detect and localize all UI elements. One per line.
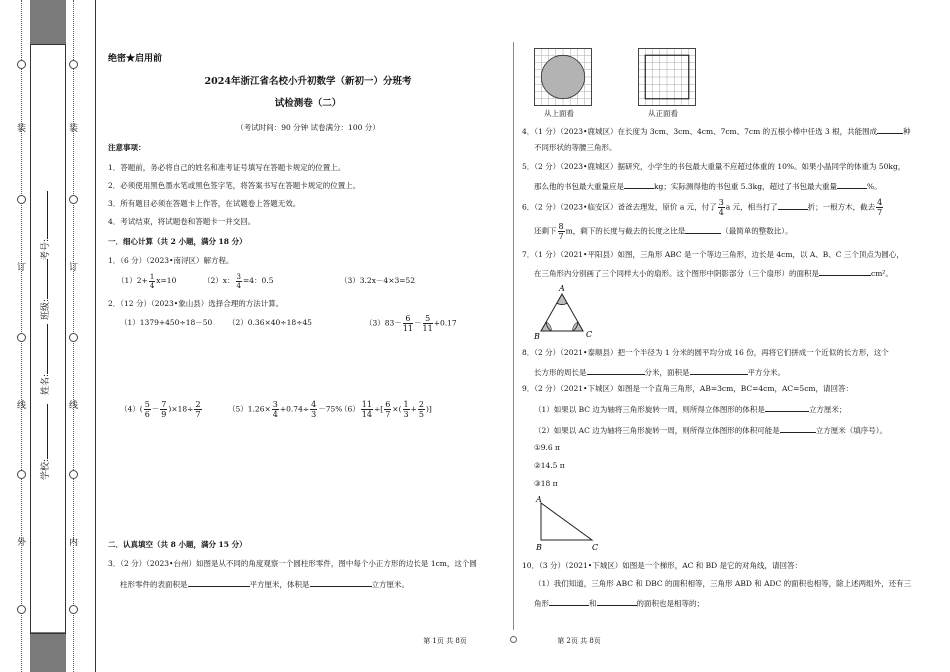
label-a: A (536, 495, 542, 504)
outer-label-wai: 外 (15, 537, 25, 547)
inner-label-xian: 线 (67, 400, 77, 410)
fraction: $\frac{6}{7}$ (385, 400, 391, 419)
binding-hole (69, 605, 78, 614)
answer-blank[interactable] (188, 578, 250, 587)
binding-hole (17, 195, 26, 204)
q9-line1: 9．（2 分）（2021•下城区）如图是一个直角三角形，AB=3cm，BC=4cm，AC=5cm，请回答： (522, 384, 854, 393)
binding-hole (69, 470, 78, 479)
q9-option1: ①9.6 π (534, 443, 560, 452)
equilateral-triangle-figure (530, 282, 600, 340)
name-field[interactable] (38, 324, 51, 395)
fraction: $\frac{4}{7}$ (877, 198, 883, 217)
q4-line2: 不同形状的等腰三角形。 (534, 143, 617, 152)
fraction: $\frac{2}{5}$ (418, 400, 424, 419)
fraction: $\frac{5}{11}$ (422, 314, 433, 333)
class-label: 班级: (41, 298, 51, 320)
fraction: $\frac{7}{9}$ (161, 400, 167, 419)
label-b: B (534, 332, 540, 340)
school-field[interactable] (38, 404, 51, 480)
cylinder-top-circle (541, 55, 584, 98)
q5-line2: 那么他的书包最大重量应是 kg；实际测得他的书包重 5.3kg，超过了书包最大重量 %。 (534, 182, 882, 191)
name-blank[interactable] (39, 324, 48, 374)
sector-a (557, 294, 568, 305)
q9-part1: （1）如果以 BC 边为轴将三角形旋转一周，则所得立体图形的体积是 立方厘米； (534, 405, 847, 414)
fraction: $\frac{2}{7}$ (195, 400, 201, 419)
right-triangle-figure (530, 494, 610, 552)
note-item: 3．所有题目必须在答题卡上作答，在试题卷上答题无效。 (108, 199, 301, 208)
inner-label-nei: 内 (67, 537, 77, 547)
answer-blank[interactable] (877, 125, 903, 134)
label-b: B (536, 543, 542, 552)
q10-line3: 角形 和 的面积也是相等的； (534, 599, 704, 608)
fraction: $\frac{3}{4}$ (236, 272, 241, 290)
outer-label-ding: 订 (15, 262, 25, 272)
q6-line1: 6．（2 分）（2023•临安区）爸爸去理发，原价 a 元，付了 $\frac{3}{4}$ a 元，相当打了 折；一根方木，截去 $\frac{4}{7}$ (522, 198, 883, 217)
q1-part2: （2）x： $\frac{3}{4}$ =4：0.5 (203, 272, 274, 290)
footer-page-left: 第 1页 共 8页 (423, 637, 467, 645)
q9-option2: ②14.5 π (534, 461, 565, 470)
q4-line1: 4．（1 分）（2023•鹿城区）在长度为 3cm、3cm、4cm、7cm、7cm 的五根小棒中任选 3 根，共能围成 种 (522, 127, 911, 136)
q10-line2: （1）我们知道，三角形 ABC 和 DBC 的面积相等，三角形 ABD 和 ADC 的面积也相等，除上述两组外，还有三 (534, 579, 912, 588)
label-c: C (592, 543, 599, 552)
view-front-figure (638, 48, 696, 106)
q6-line2: 还剩下 $\frac{8}{7}$ m，剩下的长度与截去的长度之比是 （最简单的整数比）。 (534, 222, 793, 241)
q8-line2: 长方形的周长是 分米，面积是 平方分米。 (534, 368, 785, 377)
answer-blank[interactable] (310, 578, 372, 587)
fraction: $\frac{5}{6}$ (144, 400, 150, 419)
binding-hole (69, 60, 78, 69)
answer-blank[interactable] (837, 180, 867, 189)
exam-subtitle: 试检测卷（二） (274, 98, 342, 109)
footer-page-right: 第 2页 共 8页 (557, 637, 601, 645)
answer-blank[interactable] (778, 201, 808, 210)
view-top-label: 从上面看 (544, 109, 574, 118)
section2-heading: 二．认真填空（共 8 小题，满分 15 分） (108, 540, 247, 549)
secret-label: 绝密★启用前 (108, 54, 163, 64)
exam-info: （考试时间：90 分钟 试卷满分：100 分） (236, 123, 380, 132)
exam-no-field[interactable] (38, 191, 51, 260)
answer-blank[interactable] (685, 225, 721, 234)
q7-line2: 在三角形内分别画了三个同样大小的扇形。这个图形中阴影部分（三个扇形）的面积是 cm²。 (534, 269, 893, 278)
note-item: 4．考试结束，将试题卷和答题卡一并交回。 (108, 217, 256, 226)
fraction: $\frac{6}{11}$ (402, 314, 414, 333)
view-top-figure (534, 48, 592, 106)
note-item: 2．必须使用黑色墨水笔或黑色签字笔，将答案书写在答题卡规定的位置上。 (108, 181, 361, 190)
answer-blank[interactable] (780, 424, 816, 433)
q10-line1: 10．（3 分）（2021•下城区）如图是一个梯形，AC 和 BD 是它的对角线，请回答： (522, 561, 803, 570)
exam-no-label: 考号: (41, 238, 51, 260)
note-item: 1．答题前，务必将自己的姓名和准考证号填写在答题卡规定的位置上。 (108, 163, 346, 172)
school-blank[interactable] (39, 404, 48, 459)
notes-heading: 注意事项： (108, 143, 146, 152)
answer-blank[interactable] (597, 597, 637, 606)
section1-heading: 一．细心计算（共 2 小题，满分 18 分） (108, 237, 247, 246)
q1-stem: 1．（6 分）（2023•南浔区）解方程。 (108, 256, 234, 265)
fraction: $\frac{3}{4}$ (272, 400, 278, 419)
exam-title: 2024年浙江省名校小升初数学（新初一）分班考 (204, 76, 412, 87)
binding-hole (69, 195, 78, 204)
outer-label-zhuang: 装 (15, 123, 25, 133)
fraction: $\frac{4}{3}$ (311, 400, 317, 419)
q2-part3: （3）83－ $\frac{6}{11}$ － $\frac{5}{11}$ +0.17 (365, 314, 457, 333)
fraction: $\frac{8}{7}$ (558, 222, 564, 241)
outer-label-xian: 线 (15, 400, 25, 410)
binding-hole (17, 333, 26, 342)
q3-line2: 柱形零件的表面积是 平方厘米，体积是 立方厘米。 (120, 580, 409, 589)
binding-hole (17, 60, 26, 69)
q2-part5: （5）1.26× $\frac{3}{4}$ +0.74÷ $\frac{4}{3}$ －75% (228, 400, 343, 419)
content-border-line (95, 0, 96, 672)
q2-part6: （6） $\frac{11}{14}$ ÷[ $\frac{6}{7}$ ×( $\frac{1}{3}$ + $\frac{2}{5}$ )] (340, 400, 432, 419)
binding-hole (69, 333, 78, 342)
q7-line1: 7．（1 分）（2021•平阳县）如图，三角形 ABC 是一个等边三角形，边长是 4cm，以 A、B、C 三个顶点为圆心， (522, 250, 904, 259)
answer-blank[interactable] (624, 180, 654, 189)
binding-block-bottom (30, 632, 66, 672)
q9-option3: ③18 π (534, 479, 558, 488)
answer-blank[interactable] (819, 267, 871, 276)
answer-blank[interactable] (549, 597, 589, 606)
q5-line1: 5．（2 分）（2023•鹿城区）据研究，小学生的书包最大重量不应超过体重的 10%。如果小晶同学的体重为 50kg， (522, 162, 906, 171)
binding-block-top (30, 0, 66, 44)
school-label: 学校: (41, 458, 51, 480)
view-front-label: 从正面看 (648, 109, 678, 118)
answer-blank[interactable] (765, 403, 809, 412)
answer-blank[interactable] (690, 366, 748, 375)
binding-hole (17, 605, 26, 614)
q1-part3: （3）3.2x－4×3=52 (340, 276, 416, 285)
q9-part2: （2）如果以 AC 边为轴将三角形旋转一周，则所得立体图形的体积可能是 立方厘米（填序号）。 (534, 426, 887, 435)
exam-no-blank[interactable] (39, 191, 48, 239)
answer-blank[interactable] (587, 366, 645, 375)
inner-label-ding: 订 (67, 262, 77, 272)
class-field[interactable] (38, 259, 51, 320)
q3-line1: 3．（2 分）（2023•台州）如图是从不同的角度观察一个圆柱形零件，图中每个小正方形的边长是 1cm，这个圆 (108, 559, 477, 568)
page-divider (513, 42, 514, 630)
fraction: $\frac{1}{4}$ (149, 272, 155, 290)
q1-part1: （1）2+ $\frac{1}{4}$ x=10 (117, 272, 177, 290)
fraction: $\frac{11}{14}$ (361, 400, 372, 419)
q2-stem: 2．（12 分）（2023•象山县）选择合理的方法计算。 (108, 299, 284, 308)
center-hole-mark (510, 636, 517, 643)
q2-part1: （1）1379+450÷18－50 (120, 318, 213, 327)
binding-hole (17, 470, 26, 479)
q2-part4: （4）( $\frac{5}{6}$ － $\frac{7}{9}$ )×18÷ $\frac{2}{7}$ (120, 400, 201, 419)
inner-label-zhuang: 装 (67, 123, 77, 133)
name-label: 姓名: (41, 373, 51, 395)
label-c: C (586, 330, 593, 339)
q2-part2: （2）0.36×40÷18÷45 (228, 318, 312, 327)
fraction: $\frac{3}{4}$ (718, 198, 724, 217)
class-blank[interactable] (39, 259, 48, 299)
q8-line1: 8．（2 分）（2021•泰顺县）把一个半径为 1 分米的圆平均分成 16 份，再将它们拼成一个近似的长方形，这个 (522, 348, 889, 357)
label-a: A (559, 284, 565, 293)
fraction: $\frac{1}{3}$ (403, 400, 409, 419)
